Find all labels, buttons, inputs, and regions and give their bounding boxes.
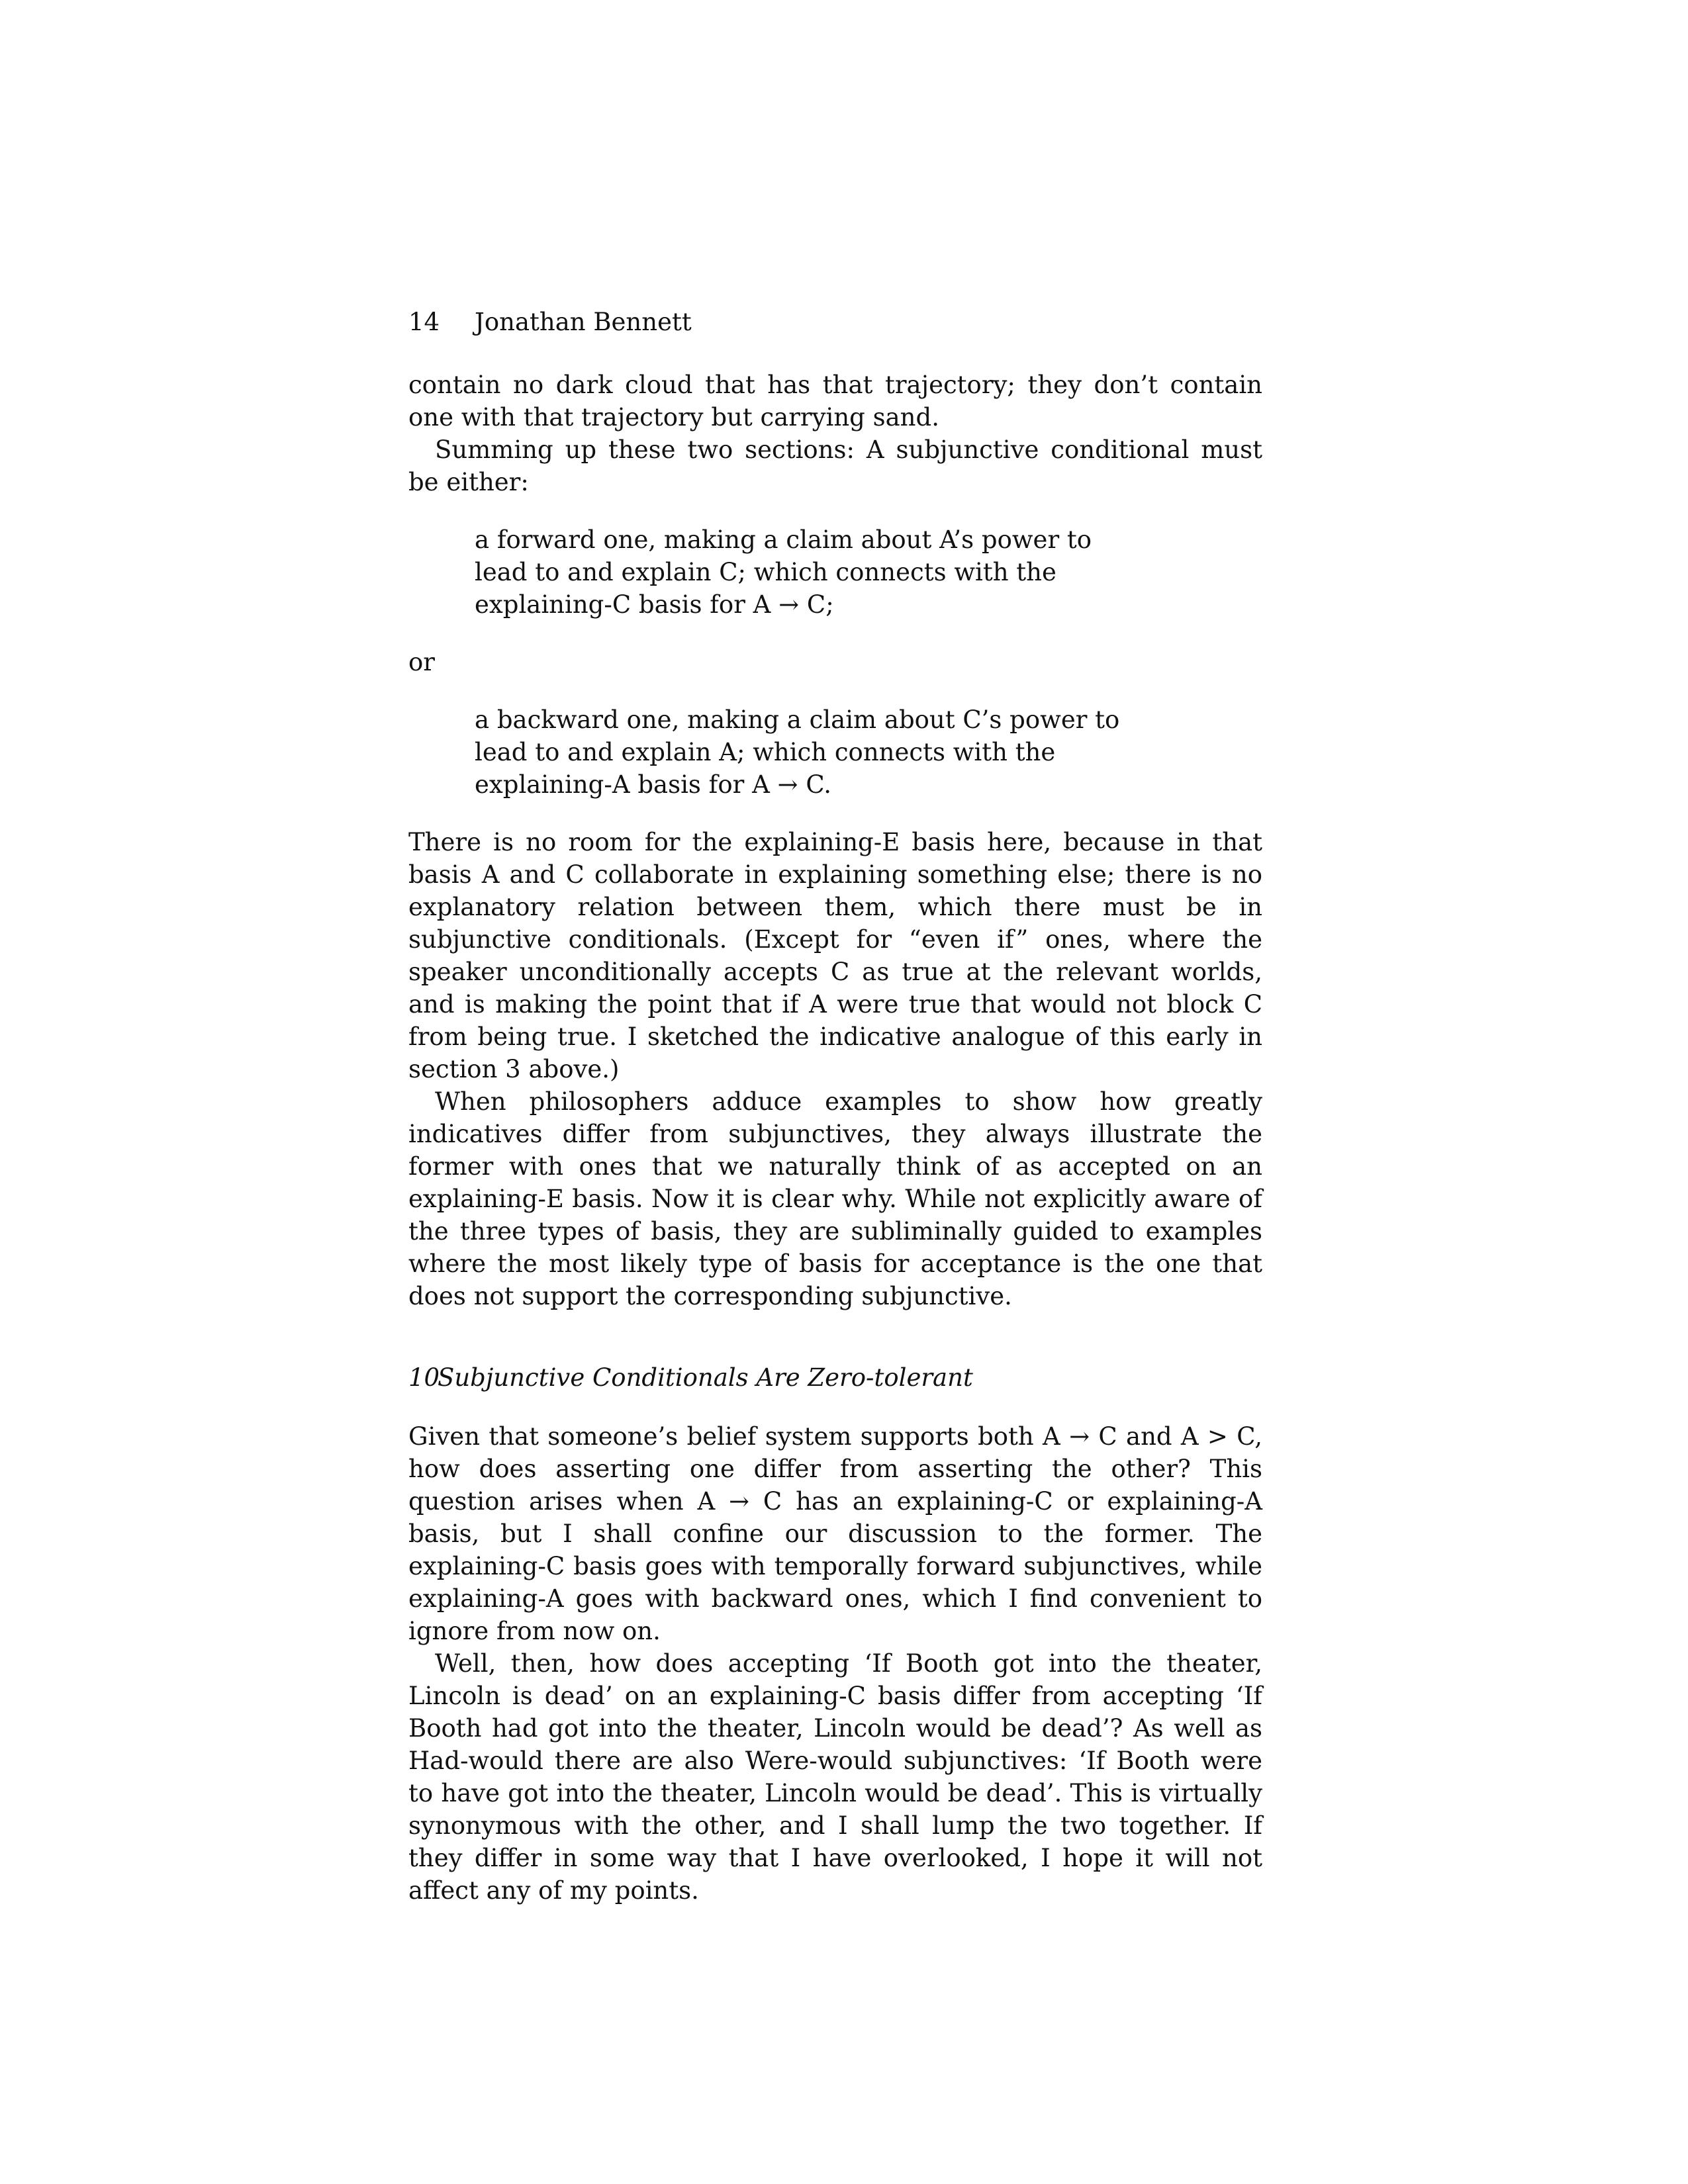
- section-title: Subjunctive Conditionals Are Zero-tolerant: [438, 1363, 973, 1392]
- body-text: [408, 369, 1262, 1907]
- section-number: 10: [408, 1363, 440, 1392]
- paragraph-6: Well, then, how does accepting ‘If Booth got into the theater, Lincoln is dead’ on an explaining-C basis differ from accepting ‘If Booth had got into the theater, Lincoln would be dead’? As well as Had-would there are also Were-would subjunctives: ‘If Booth were to have got into the theater, Lincoln would be dead’. This is virtually synonymous with the other, and I shall lump the two together. If they differ in some way that I have overlooked, I hope it will not affect any of my points.: [408, 1649, 1262, 1905]
- list-item-backward: a backward one, making a claim about C’s power to lead to and explain A; which connects with the explaining-A basis for A → C.: [475, 705, 1120, 799]
- page-number: 14: [408, 308, 440, 336]
- paragraph-3: There is no room for the explaining-E basis here, because in that basis A and C collaborate in explaining something else; there is no explanatory relation between them, which there must be in subjunctive conditionals. (Except for “even if” ones, where the speaker unconditionally accepts C as true at the relevant worlds, and is making the point that if A were true that would not block C from being true. I sketched the indicative analogue of this early in section 3 above.): [408, 828, 1262, 1083]
- section-heading: [408, 1361, 1262, 1394]
- list-item-forward: a forward one, making a claim about A’s power to lead to and explain C; which connects with the explaining-C basis for A → C;: [475, 525, 1092, 619]
- paragraph-1: contain no dark cloud that has that trajectory; they don’t contain one with that trajectory but carrying sand.: [408, 371, 1262, 432]
- paragraph-5: Given that someone’s belief system supports both A → C and A > C, how does asserting one differ from asserting the other? This question arises when A → C has an explaining-C or explaining-A basis, but I shall confine our discussion to the former. The explaining-C basis goes with temporally forward subjunctives, while explaining-A goes with backward ones, which I find convenient to ignore from now on.: [408, 1422, 1262, 1645]
- paragraph-2: Summing up these two sections: A subjunctive conditional must be either:: [408, 435, 1262, 496]
- paragraph-4: When philosophers adduce examples to show how greatly indicatives differ from subjunctives, they always illustrate the former with ones that we naturally think of as accepted on an explaining-E basis. Now it is clear why. While not explicitly aware of the three types of basis, they are subliminally guided to examples where the most likely type of basis for acceptance is the one that does not support the corresponding subjunctive.: [408, 1087, 1262, 1310]
- or-connector: or: [408, 648, 435, 676]
- running-header: [408, 306, 692, 339]
- running-head-author: Jonathan Bennett: [475, 308, 692, 336]
